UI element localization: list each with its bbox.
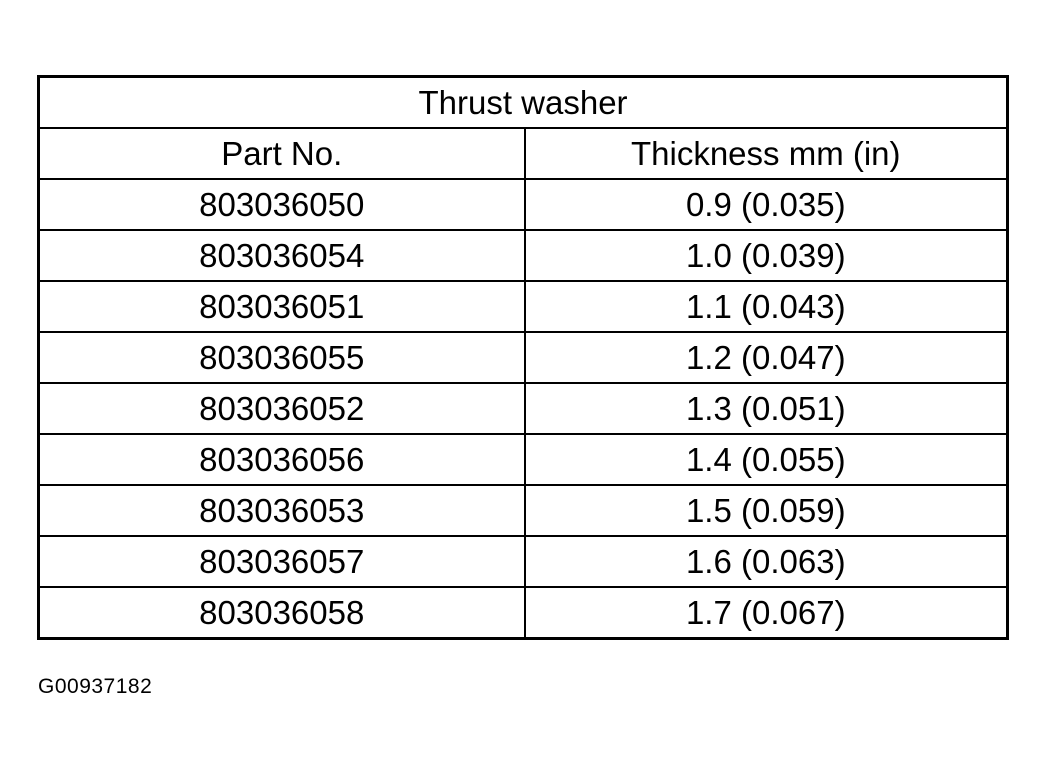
header-part-no: Part No. xyxy=(39,128,525,179)
thickness-cell: 1.2 (0.047) xyxy=(525,332,1008,383)
table-row xyxy=(39,230,1008,281)
figure-id: G00937182 xyxy=(38,675,153,698)
part-number-cell: 803036053 xyxy=(39,485,525,536)
part-number-cell: 803036057 xyxy=(39,536,525,587)
table-row xyxy=(39,281,1008,332)
thickness-cell: 1.3 (0.051) xyxy=(525,383,1008,434)
table-row xyxy=(39,536,1008,587)
table-title: Thrust washer xyxy=(39,77,1008,129)
thickness-cell: 1.1 (0.043) xyxy=(525,281,1008,332)
thickness-cell: 1.0 (0.039) xyxy=(525,230,1008,281)
table-row xyxy=(39,434,1008,485)
table-header-row xyxy=(39,128,1008,179)
part-number-cell: 803036052 xyxy=(39,383,525,434)
part-number-cell: 803036050 xyxy=(39,179,525,230)
thickness-cell: 1.6 (0.063) xyxy=(525,536,1008,587)
part-number-cell: 803036058 xyxy=(39,587,525,639)
thickness-cell: 1.7 (0.067) xyxy=(525,587,1008,639)
thrust-washer-table xyxy=(37,75,1009,640)
table-row xyxy=(39,383,1008,434)
header-thickness: Thickness mm (in) xyxy=(525,128,1008,179)
part-number-cell: 803036054 xyxy=(39,230,525,281)
part-number-cell: 803036051 xyxy=(39,281,525,332)
table-row xyxy=(39,179,1008,230)
table-row xyxy=(39,332,1008,383)
thickness-cell: 0.9 (0.035) xyxy=(525,179,1008,230)
part-number-cell: 803036056 xyxy=(39,434,525,485)
table-title-row xyxy=(39,77,1008,129)
table-row xyxy=(39,587,1008,639)
thickness-cell: 1.4 (0.055) xyxy=(525,434,1008,485)
part-number-cell: 803036055 xyxy=(39,332,525,383)
thickness-cell: 1.5 (0.059) xyxy=(525,485,1008,536)
table-row xyxy=(39,485,1008,536)
